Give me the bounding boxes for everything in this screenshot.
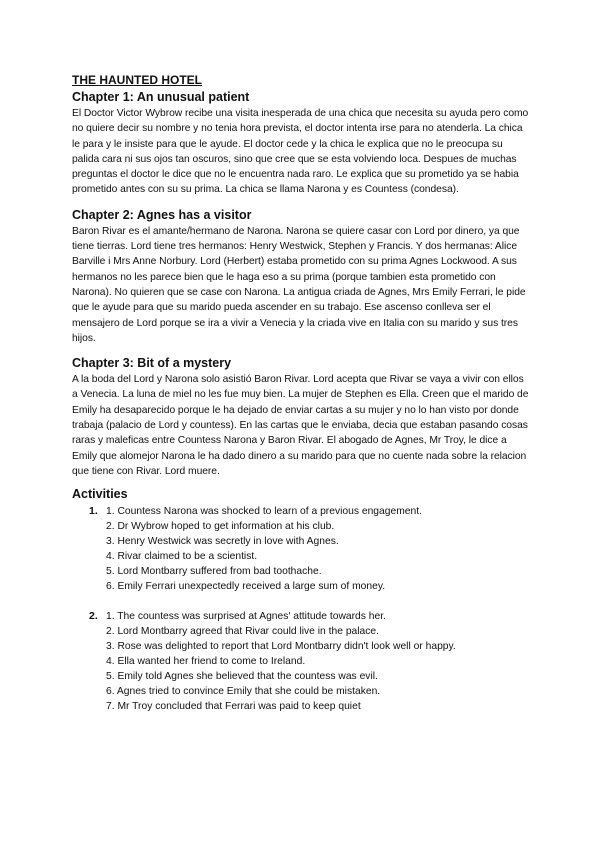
- activity-group-number: 1.: [89, 505, 98, 518]
- list-item: 5. Emily told Agnes she believed that the countess was evil.: [106, 671, 378, 683]
- list-item: 2. Lord Montbarry agreed that Rivar could live in the palace.: [106, 626, 380, 638]
- chapter-3-heading: Chapter 3: Bit of a mystery: [72, 356, 232, 371]
- activity-group-2: [72, 609, 532, 714]
- list-item: 1. Countess Narona was shocked to learn of a previous engagement.: [106, 506, 422, 518]
- list-item: 6. Emily Ferrari unexpectedly received a large sum of money.: [106, 581, 386, 593]
- activities-heading: Activities: [72, 487, 128, 502]
- chapter-3-summary: A la boda del Lord y Narona solo asistió Baron Rivar. Lord acepta que Rivar se vaya a vivir con ellos a Venecia. La luna de miel no les fue muy bien. La mujer de Stephen es Ella. Creen que el marido de Emily ha desaparecido porque le ha dejado de enviar cartas a su mujer y no lo han visto por donde trabaja (palacio de Lord y countess). En las cartas que le enviaba, decia que estaban pasando cosas raras y maleficas entre Countess Narona y Baron Rivar. El abogado de Agnes, Mr Troy, le dice a Emily que alomejor Narona le ha dado dinero a su marido para que no cuente nada sobre la relacion que tiene con Rivar. Lord muere.: [72, 374, 529, 477]
- activity-group-1: [72, 504, 532, 594]
- document-title: THE HAUNTED HOTEL: [72, 73, 202, 87]
- list-item: 1. The countess was surprised at Agnes' attitude towards her.: [106, 611, 386, 623]
- chapter-1-summary: El Doctor Victor Wybrow recibe una visita inesperada de una chica que necesita su ayuda pero como no quiere decir su nombre y no tenia hora prevista, el doctor intenta irse para no atenderla. La chica le para y le insiste para que le ayude. El doctor cede y la chica le explica que no le preocupa su palida cara ni sus ojos tan oscuros, sino que cree que se esta volviendo loca. Despues de muchas preguntas el doctor le dice que no le encuentra nada raro. Le explica que su prometido ya se habia prometido antes con su su prima. La chica se llama Narona y es Countess (condesa).: [72, 108, 529, 196]
- list-item: 4. Rivar claimed to be a scientist.: [106, 551, 258, 563]
- list-item: 6. Agnes tried to convince Emily that she could be mistaken.: [106, 686, 381, 698]
- activity-list: [72, 609, 532, 714]
- activity-list: [72, 504, 532, 594]
- chapter-1-heading: Chapter 1: An unusual patient: [72, 90, 250, 104]
- list-item: 3. Rose was delighted to report that Lord Montbarry didn't look well or happy.: [106, 641, 456, 653]
- list-item: 4. Ella wanted her friend to come to Ireland.: [106, 656, 306, 668]
- list-item: 3. Henry Westwick was secretly in love with Agnes.: [106, 536, 339, 548]
- activity-group-number: 2.: [89, 610, 98, 623]
- list-item: 2. Dr Wybrow hoped to get information at his club.: [106, 521, 335, 533]
- list-item: 7. Mr Troy concluded that Ferrari was paid to keep quiet: [106, 701, 361, 713]
- chapter-2-heading: Chapter 2: Agnes has a visitor: [72, 207, 252, 222]
- chapter-2-summary: Baron Rivar es el amante/hermano de Narona. Narona se quiere casar con Lord por dinero, ya que tiene tierras. Lord tiene tres hermanos: Henry Westwick, Stephen y Francis. Y dos hermanas: Alice Barville i Mrs Anne Norbury. Lord (Herbert) estaba prometido con su prima Agnes Lockwood. A sus hermanos no les parece bien que le haga eso a su prima (porque tambien esta prometido con Narona). No quieren que se case con Narona. La antigua criada de Agnes, Mrs Emily Ferrari, le pide que le ayude para que su marido pueda ascender en su trabajo. Ese ascenso conlleva ser el mensajero de Lord porque se ira a vivir a Venecia y la criada vive en Italia con su marido y sus tres hijos.: [72, 225, 526, 344]
- document-page: [72, 72, 532, 714]
- list-item: 5. Lord Montbarry suffered from bad toothache.: [106, 566, 322, 578]
